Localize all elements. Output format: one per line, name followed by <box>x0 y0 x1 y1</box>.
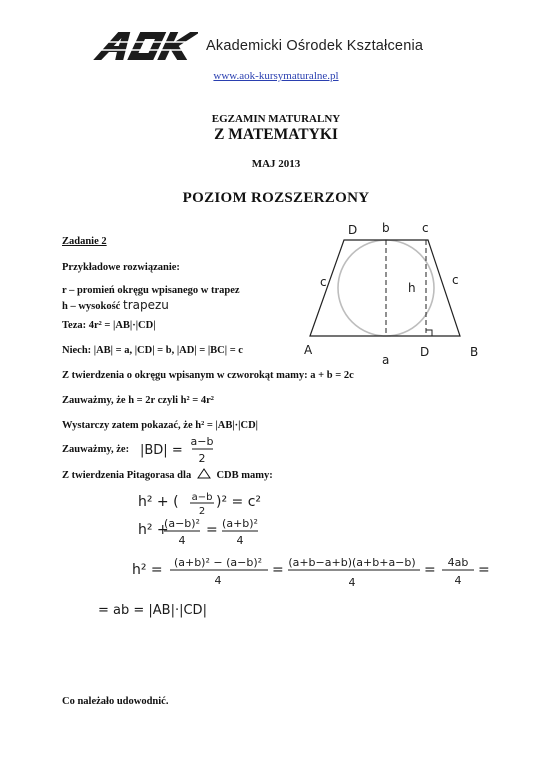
eq1-den: 2 <box>198 506 206 517</box>
label-h: h <box>408 281 416 295</box>
thesis: Teza: 4r² = |AB|·|CD| <box>62 320 156 331</box>
triangle-icon <box>197 468 211 479</box>
svg-text:h² =: h² = <box>132 562 163 578</box>
eq3-den3: 4 <box>454 574 462 587</box>
subject-title: Z MATEMATYKI <box>214 126 338 143</box>
website-link[interactable]: www.aok-kursymaturalne.pl <box>213 70 339 82</box>
eq3-den2: 4 <box>348 576 356 589</box>
svg-text:=: = <box>272 562 284 578</box>
solution-label: Przykładowe rozwiązanie: <box>62 262 180 273</box>
label-c-left: c <box>320 275 327 289</box>
trapezoid-figure <box>300 212 500 382</box>
eq2-num1: (a−b)² <box>164 517 200 530</box>
handwritten-derivation <box>90 486 530 636</box>
observation-2-prefix: Zauważmy, że: <box>62 444 130 455</box>
eq2-num2: (a+b)² <box>222 517 258 530</box>
r-definition: r – promień okręgu wpisanego w trapez <box>62 285 240 296</box>
bd-den: 2 <box>198 452 206 465</box>
equation-3 <box>132 556 490 589</box>
eq2-den1: 4 <box>178 534 186 547</box>
conclusion: Co należało udowodnić. <box>62 696 169 707</box>
observation-2 <box>62 444 129 455</box>
eq1-h: h² + ( <box>138 494 179 510</box>
label-c-right: c <box>452 273 459 287</box>
eq3-den1: 4 <box>214 574 222 587</box>
label-D-bottom: D <box>420 345 430 359</box>
equation-2 <box>138 517 258 547</box>
tangential-theorem: Z twierdzenia o okręgu wpisanym w czworokąt mamy: a + b = 2c <box>62 370 354 381</box>
right-angle-mark <box>426 330 432 336</box>
h-definition <box>62 298 169 312</box>
label-c-top: c <box>422 221 429 235</box>
svg-text:=: = <box>206 522 218 538</box>
trapezoid-outline <box>310 240 460 336</box>
eq1-rest: )² = c² <box>216 494 262 510</box>
bd-length-formula <box>138 434 228 470</box>
svg-text:=: = <box>478 562 490 578</box>
equation-1 <box>138 492 261 517</box>
eq3-num2: (a+b−a+b)(a+b+a−b) <box>288 556 416 569</box>
observation-1: Zauważmy, że h = 2r czyli h² = 4r² <box>62 395 214 406</box>
h-def-hand: trapezu <box>122 298 169 312</box>
svg-text:=: = <box>424 562 436 578</box>
task-heading: Zadanie 2 <box>62 236 107 247</box>
eq3-num3: 4ab <box>447 556 469 569</box>
pythagoras-suffix: CDB mamy: <box>216 470 273 481</box>
brand-name: Akademicki Ośrodek Kształcenia <box>206 38 424 54</box>
bd-lhs: |BD| = <box>140 443 183 458</box>
label-B: B <box>470 345 479 359</box>
exam-date: MAJ 2013 <box>251 158 301 170</box>
eq3-num1: (a+b)² − (a−b)² <box>173 556 263 569</box>
label-D-top: D <box>348 223 358 237</box>
pythagoras-prefix: Z twierdzenia Pitagorasa dla <box>62 470 192 481</box>
h-def-prefix: h – wysokość <box>62 301 121 312</box>
label-A: A <box>304 343 313 357</box>
aok-logo <box>88 24 198 68</box>
exam-title: EGZAMIN MATURALNY <box>211 113 341 125</box>
assumptions: Niech: |AB| = a, |CD| = b, |AD| = |BC| = c <box>62 345 243 356</box>
label-b: b <box>382 221 390 235</box>
label-a: a <box>382 353 390 367</box>
svg-text:h² +: h² + <box>138 522 169 538</box>
eq1-num: a−b <box>191 492 213 503</box>
eq2-den2: 4 <box>236 534 244 547</box>
equation-4: = ab = |AB|·|CD| <box>98 603 207 618</box>
bd-num: a−b <box>190 435 214 448</box>
sufficient-condition: Wystarczy zatem pokazać, że h² = |AB|·|CD| <box>62 420 258 431</box>
pythagoras-line <box>62 468 273 481</box>
exam-level: POZIOM ROZSZERZONY <box>182 190 370 206</box>
